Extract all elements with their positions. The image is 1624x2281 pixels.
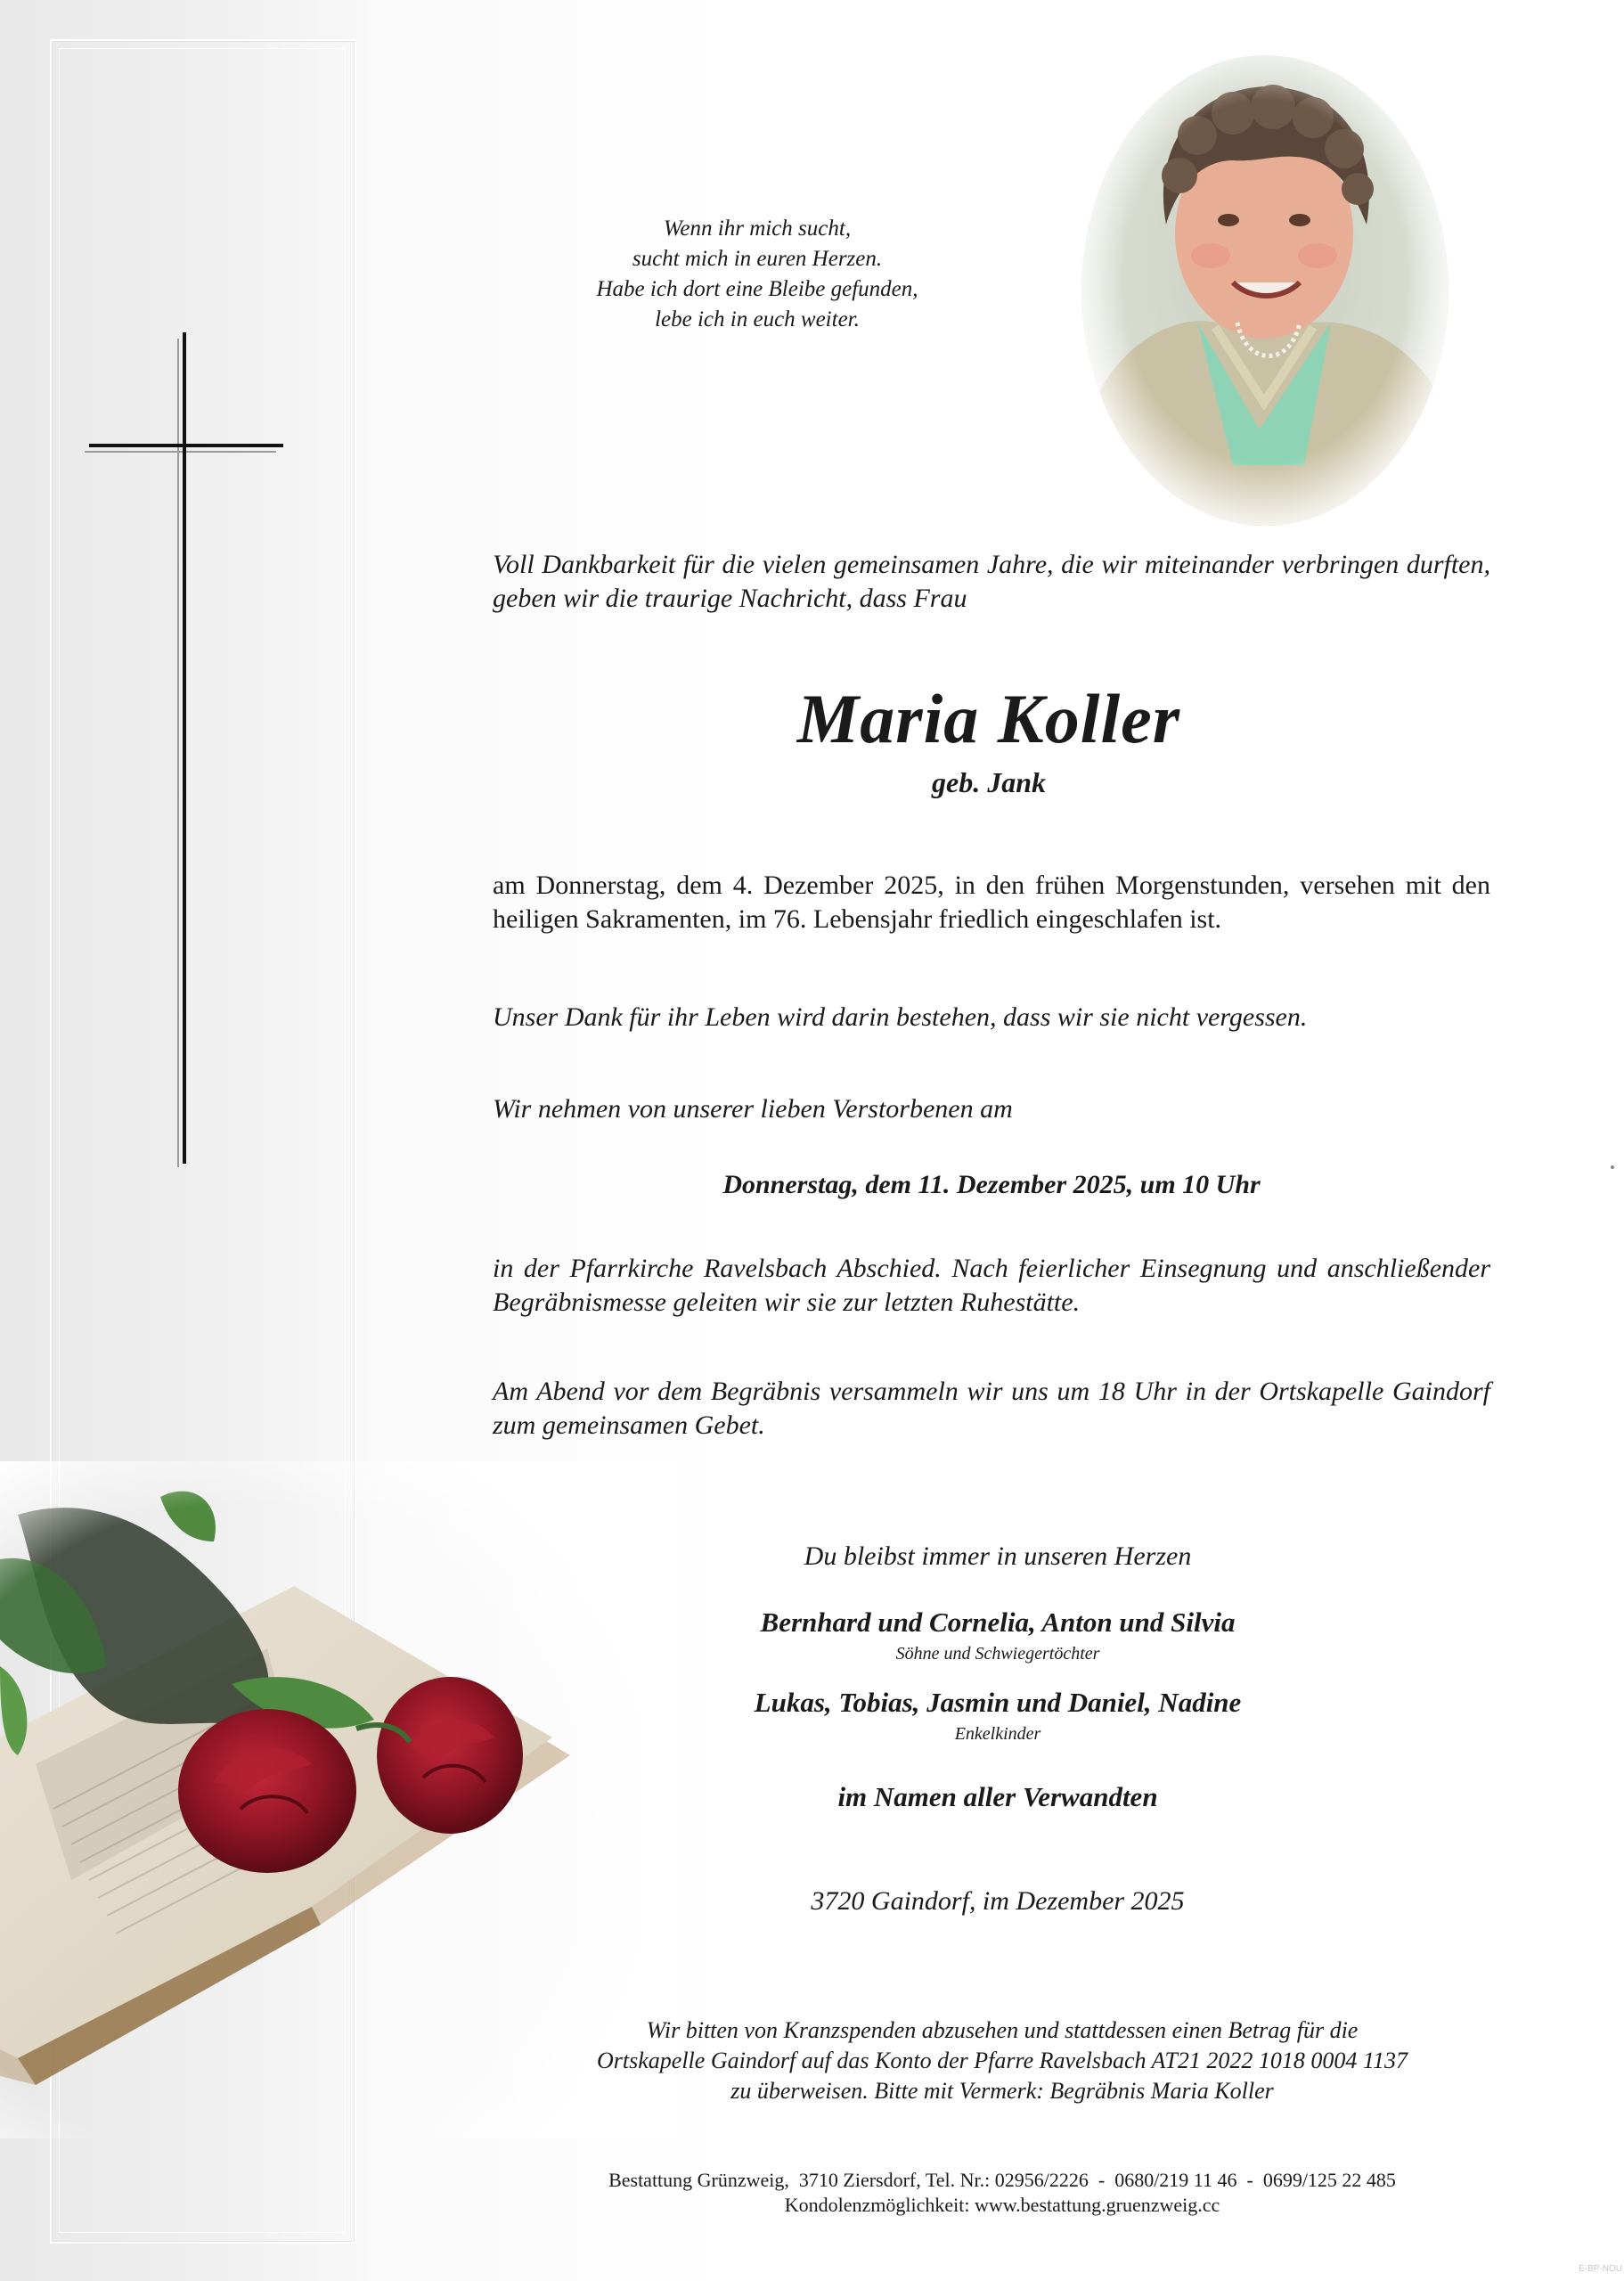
relatives-line: im Namen aller Verwandten <box>837 1781 1158 1812</box>
maiden-name: geb. Jank <box>932 766 1046 798</box>
portrait-image <box>1081 55 1449 526</box>
donation-line: zu überweisen. Bitte mit Vermerk: Begräbnis Maria Koller <box>730 2078 1274 2104</box>
cross-icon <box>183 332 186 1164</box>
motto-line: lebe ich in euch weiter. <box>655 307 860 331</box>
motto-verse <box>499 214 1016 335</box>
cross-icon-bar <box>89 444 283 447</box>
motto-line: Wenn ihr mich sucht, <box>663 217 852 241</box>
church-paragraph: in der Pfarrkirche Ravelsbach Abschied. Nach feierlicher Einsegnung und anschließender Begräbnismesse geleiten wir sie zur letzten Ruhestätte. <box>493 1254 1490 1317</box>
cross-shadow-vertical <box>177 339 179 1167</box>
condolence-link: Kondolenzmöglichkeit: www.bestattung.gruenzweig.cc <box>784 2194 1220 2216</box>
motto-line: sucht mich in euren Herzen. <box>632 247 883 271</box>
undertaker-contact: Bestattung Grünzweig, 3710 Ziersdorf, Tel. Nr.: 02956/2226 - 0680/219 11 46 - 0699/125 22 485 <box>608 2169 1396 2191</box>
cross-shadow-horizontal <box>85 451 276 453</box>
intro-paragraph: Voll Dankbarkeit für die vielen gemeinsamen Jahre, die wir miteinander verbringen durften, geben wir die traurige Nachricht, dass Frau <box>493 550 1490 613</box>
family-sons-role: Söhne und Schwiegertöchter <box>895 1644 1100 1664</box>
funeral-date: Donnerstag, dem 11. Dezember 2025, um 10 Uhr <box>722 1170 1261 1199</box>
family-sons: Bernhard und Cornelia, Anton und Silvia <box>760 1607 1236 1638</box>
corner-code: E-BP-NOU <box>1579 2264 1622 2274</box>
undertaker-info <box>499 2168 1506 2218</box>
thanks-paragraph: Unser Dank für ihr Leben wird darin bestehen, dass wir sie nicht vergessen. <box>493 1002 1308 1032</box>
family-grandchildren-role: Enkelkinder <box>954 1724 1041 1744</box>
prayer-paragraph: Am Abend vor dem Begräbnis versammeln wir uns um 18 Uhr in der Ortskapelle Gaindorf zum gemeinsamen Gebet. <box>493 1377 1490 1440</box>
family-grandchildren: Lukas, Tobias, Jasmin und Daniel, Nadine <box>754 1687 1242 1718</box>
donation-line: Wir bitten von Kranzspenden abzusehen und stattdessen einen Betrag für die <box>646 2017 1359 2043</box>
deceased-name: Maria Koller <box>796 680 1181 757</box>
portrait-photo <box>1081 55 1449 526</box>
donation-request <box>499 2015 1506 2106</box>
place-and-date: 3720 Gaindorf, im Dezember 2025 <box>811 1886 1185 1916</box>
death-notice-paragraph: am Donnerstag, dem 4. Dezember 2025, in den frühen Morgenstunden, versehen mit den heiligen Sakramenten, im 76. Lebensjahr friedlich eingeschlafen ist. <box>493 871 1490 934</box>
farewell-intro: Wir nehmen von unserer lieben Verstorbenen am <box>493 1094 1013 1124</box>
motto-line: Habe ich dort eine Bleibe gefunden, <box>596 277 918 301</box>
donation-line: Ortskapelle Gaindorf auf das Konto der Pfarre Ravelsbach AT21 2022 1018 0004 1137 <box>597 2048 1408 2073</box>
heart-line: Du bleibst immer in unseren Herzen <box>804 1541 1192 1571</box>
edge-mark <box>1611 1165 1614 1169</box>
